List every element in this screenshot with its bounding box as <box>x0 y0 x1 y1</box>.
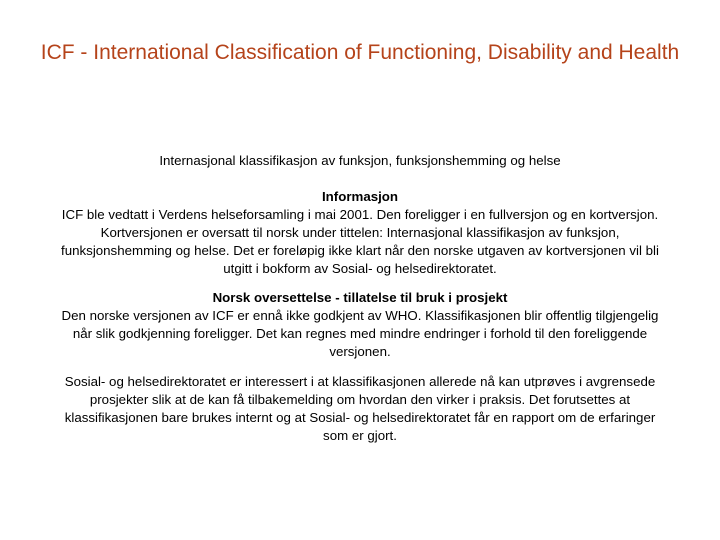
slide-subtitle: Internasjonal klassifikasjon av funksjon, funksjonshemming og helse <box>159 153 561 168</box>
license-paragraph: Den norske versjonen av ICF er ennå ikke godkjent av WHO. Klassifikasjonen blir offentlig tilgjengelig når slik godkjenning foreligger. Det kan regnes med mindre endringer i forhold til den foreliggende versjonen. <box>61 308 659 359</box>
info-section <box>60 188 660 278</box>
info-paragraph: ICF ble vedtatt i Verdens helseforsamling i mai 2001. Den foreligger i en fullversjon og en kortversjon. Kortversjonen er oversatt til norsk under tittelen: Internasjonal klassifikasjon av funksjon, funksjonshemming og helse. Det er foreløpig ikke klart når den norske utgaven av kortversjonen vil bli utgitt i bokform av Sosial- og helsedirektoratet. <box>61 207 659 276</box>
slide-title: ICF - International Classification of Functioning, Disability and Health <box>40 41 680 64</box>
report-paragraph: Sosial- og helsedirektoratet er interessert i at klassifikasjonen allerede nå kan utprøves i avgrensede prosjekter slik at de kan få tilbakemelding om hvordan den virker i praksis. Det forutsettes at klassifikasjonen bare brukes internt og at Sosial- og helsedirektoratet får en rapport om de erfaringer som er gjort. <box>64 374 656 443</box>
license-section <box>60 289 660 361</box>
report-section <box>60 373 660 445</box>
info-heading: Informasjon <box>321 189 399 204</box>
license-heading: Norsk oversettelse - tillatelse til bruk i prosjekt <box>212 290 508 305</box>
